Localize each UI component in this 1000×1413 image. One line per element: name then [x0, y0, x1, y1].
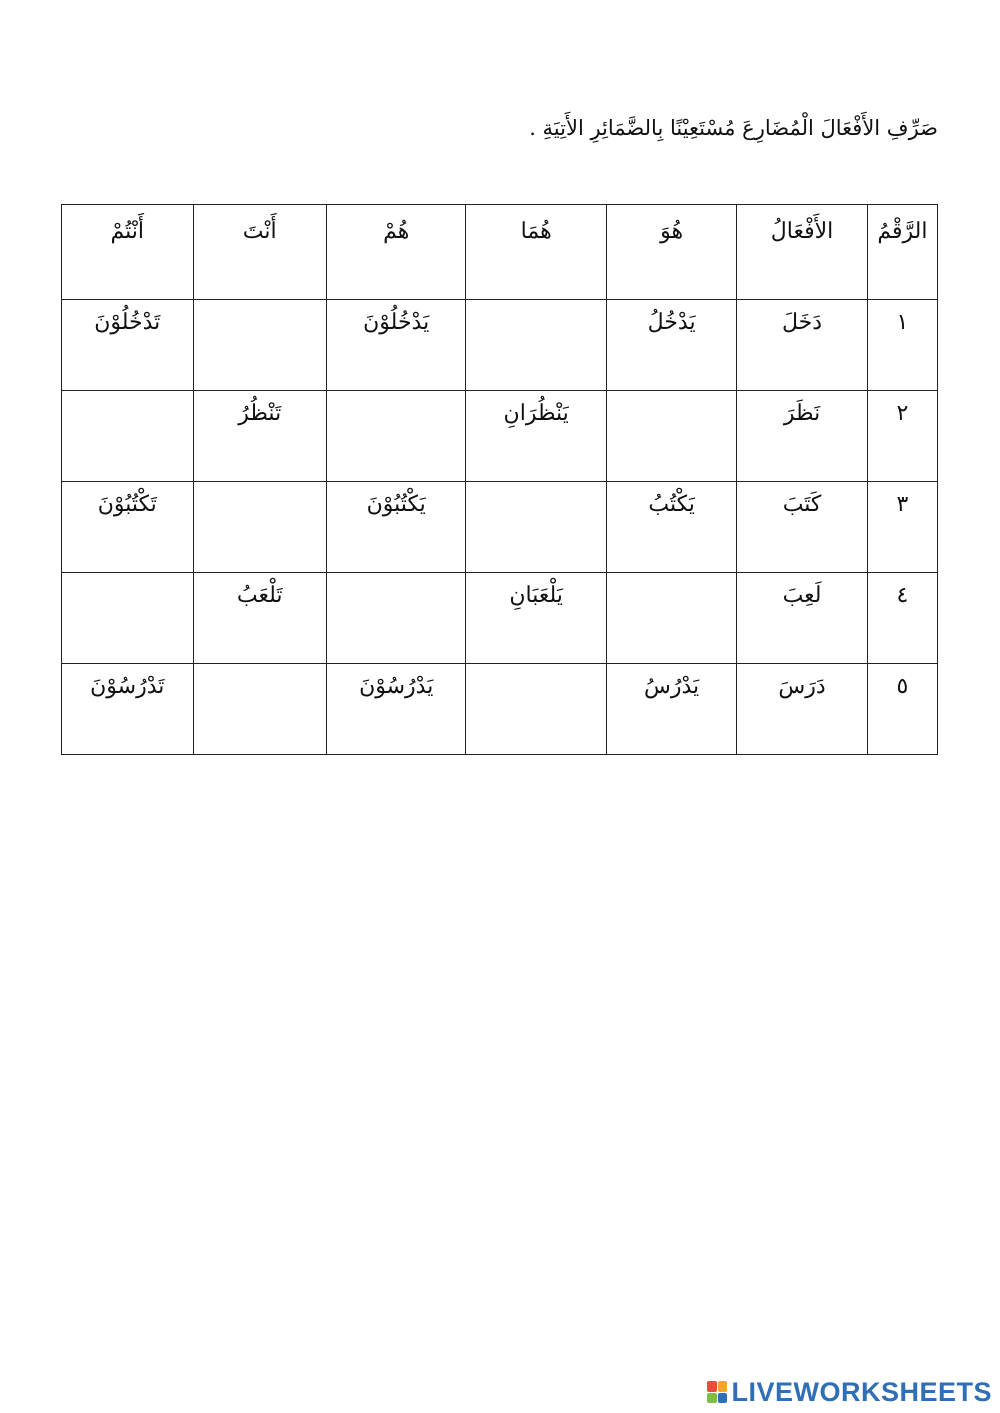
- answer-cell[interactable]: تَكْتُبُوْنَ: [62, 482, 194, 573]
- verb-cell: كَتَبَ: [737, 482, 867, 573]
- answer-cell[interactable]: يَدْخُلُوْنَ: [326, 300, 465, 391]
- row-number: ٤: [867, 573, 937, 664]
- answer-cell[interactable]: يَلْعَبَانِ: [466, 573, 606, 664]
- row-number: ٢: [867, 391, 937, 482]
- answer-cell[interactable]: تَنْظُرُ: [193, 391, 326, 482]
- answer-cell[interactable]: يَدْرُسُ: [606, 664, 736, 755]
- verb-cell: دَرَسَ: [737, 664, 867, 755]
- table-row: [62, 482, 938, 573]
- answer-cell[interactable]: تَدْخُلُوْنَ: [62, 300, 194, 391]
- verb-cell: لَعِبَ: [737, 573, 867, 664]
- answer-cell[interactable]: [466, 300, 606, 391]
- verb-cell: نَظَرَ: [737, 391, 867, 482]
- instruction-text: صَرِّفِ الأَفْعَالَ الْمُضَارِعَ مُسْتَعِيْنًا بِالضَّمَائِرِ الأَتِيَةِ .: [529, 116, 938, 140]
- row-number: ٣: [867, 482, 937, 573]
- answer-cell[interactable]: تَدْرُسُوْنَ: [62, 664, 194, 755]
- answer-cell[interactable]: [326, 391, 465, 482]
- header-verbs: الأَفْعَالُ: [737, 205, 867, 300]
- header-huwa: هُوَ: [606, 205, 736, 300]
- answer-cell[interactable]: [193, 482, 326, 573]
- answer-cell[interactable]: يَكْتُبُ: [606, 482, 736, 573]
- row-number: ١: [867, 300, 937, 391]
- header-antum: أَنْتُمْ: [62, 205, 194, 300]
- answer-cell[interactable]: تَلْعَبُ: [193, 573, 326, 664]
- table-row: [62, 391, 938, 482]
- liveworksheets-logo: [707, 1377, 992, 1407]
- logo-icon: [707, 1381, 727, 1403]
- answer-cell[interactable]: [606, 573, 736, 664]
- header-huma: هُمَا: [466, 205, 606, 300]
- conjugation-table: [61, 204, 938, 755]
- answer-cell[interactable]: يَدْخُلُ: [606, 300, 736, 391]
- table-row: [62, 573, 938, 664]
- header-hum: هُمْ: [326, 205, 465, 300]
- row-number: ٥: [867, 664, 937, 755]
- header-anta: أَنْتَ: [193, 205, 326, 300]
- table-row: [62, 664, 938, 755]
- answer-cell[interactable]: [326, 573, 465, 664]
- table-header-row: [62, 205, 938, 300]
- answer-cell[interactable]: [62, 391, 194, 482]
- verb-cell: دَخَلَ: [737, 300, 867, 391]
- answer-cell[interactable]: [606, 391, 736, 482]
- answer-cell[interactable]: [466, 664, 606, 755]
- answer-cell[interactable]: [193, 300, 326, 391]
- answer-cell[interactable]: [466, 482, 606, 573]
- table-row: [62, 300, 938, 391]
- answer-cell[interactable]: [193, 664, 326, 755]
- brand-name: LIVEWORKSHEETS: [731, 1376, 992, 1407]
- answer-cell[interactable]: [62, 573, 194, 664]
- answer-cell[interactable]: يَنْظُرَانِ: [466, 391, 606, 482]
- header-number: الرَّقْمُ: [867, 205, 937, 300]
- answer-cell[interactable]: يَدْرُسُوْنَ: [326, 664, 465, 755]
- answer-cell[interactable]: يَكْتُبُوْنَ: [326, 482, 465, 573]
